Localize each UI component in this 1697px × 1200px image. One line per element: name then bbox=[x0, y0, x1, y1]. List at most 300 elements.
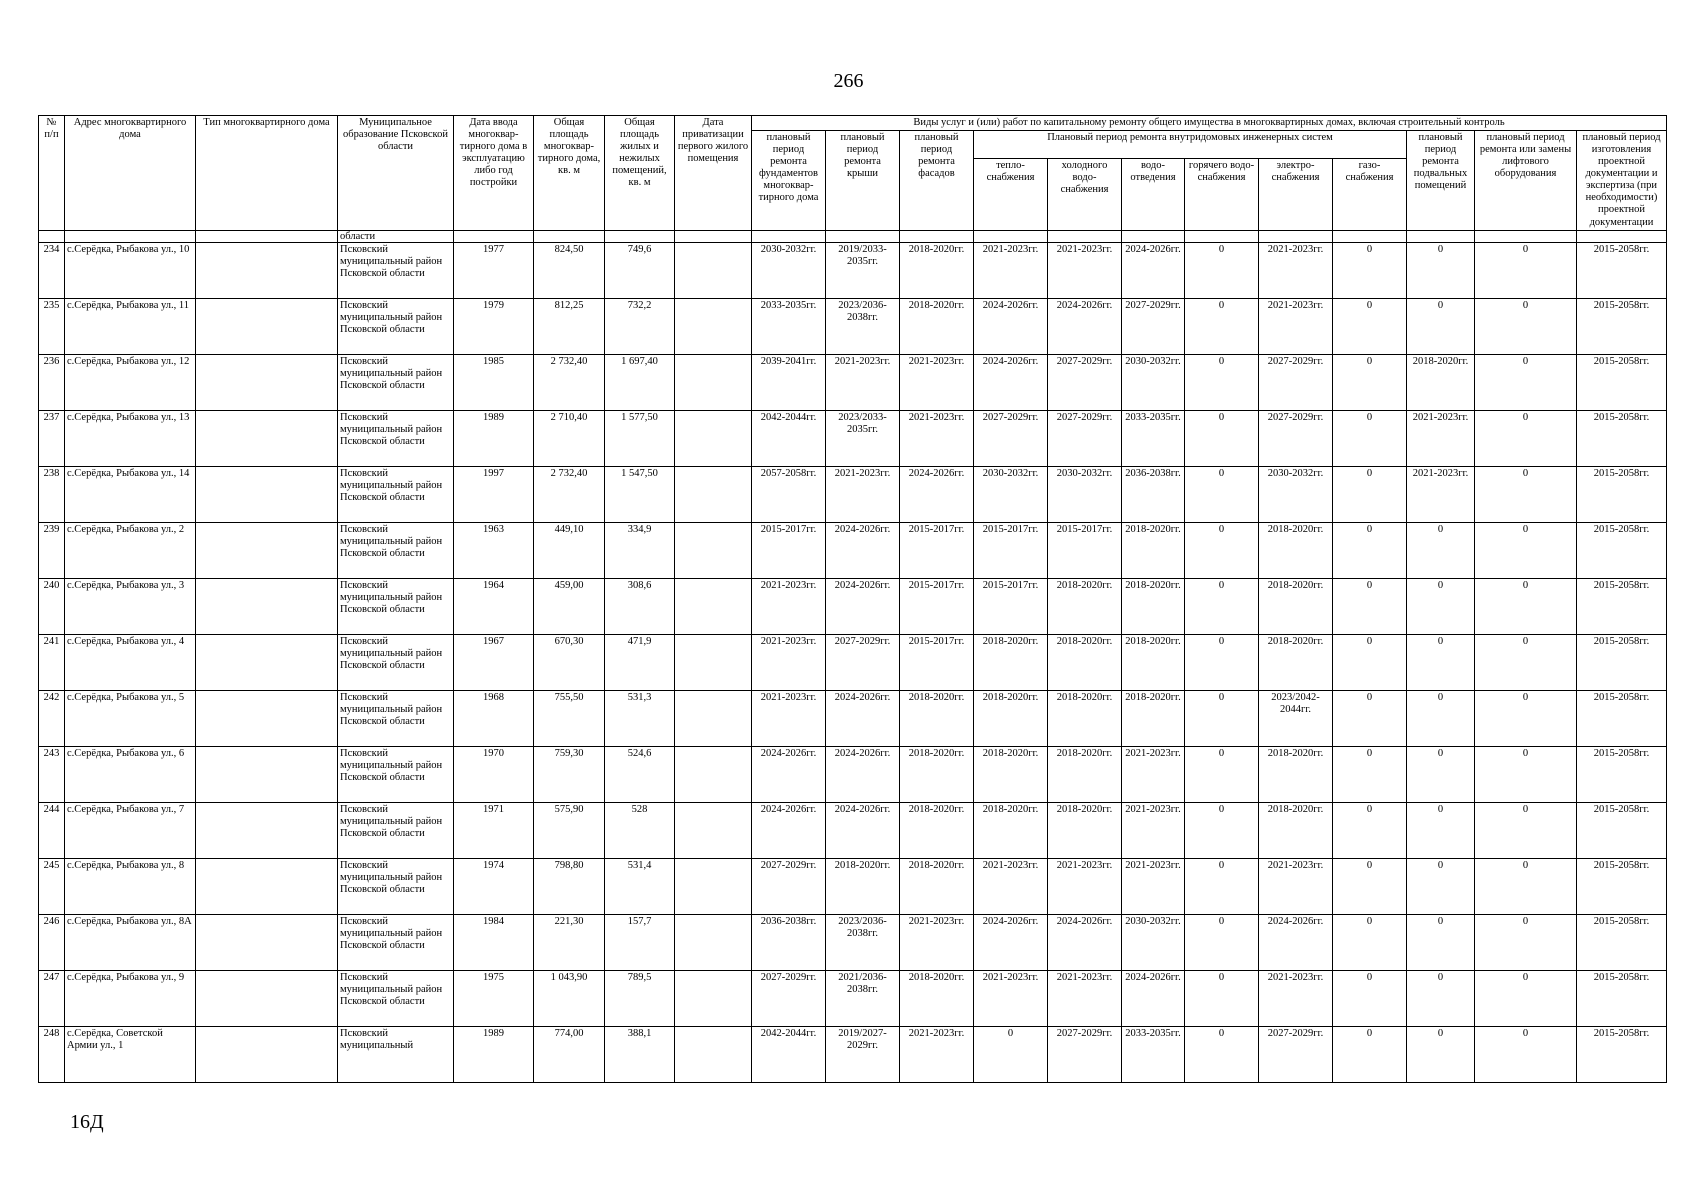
cell-living-area: 334,9 bbox=[605, 522, 675, 578]
table-row bbox=[39, 690, 1667, 746]
cell-electric: 2018-2020гг. bbox=[1259, 522, 1333, 578]
cell-elevator: 0 bbox=[1475, 354, 1577, 410]
cell-num: 245 bbox=[39, 858, 65, 914]
cell-cold-water: 2021-2023гг. bbox=[1048, 242, 1122, 298]
cell-design: 2015-2058гг. bbox=[1577, 634, 1667, 690]
cell-privatization bbox=[675, 354, 752, 410]
cell-living-area: 308,6 bbox=[605, 578, 675, 634]
cell-address: с.Серёдка, Рыбакова ул., 9 bbox=[65, 970, 196, 1026]
cell-design: 2015-2058гг. bbox=[1577, 522, 1667, 578]
cell-living-area: 524,6 bbox=[605, 746, 675, 802]
cell-date: 1974 bbox=[454, 858, 534, 914]
cell-gas: 0 bbox=[1333, 746, 1407, 802]
header-systems-group: Плановый период ремонта внутридомовых инженерных систем bbox=[974, 131, 1407, 159]
table-row bbox=[39, 242, 1667, 298]
cell-sewer: 2018-2020гг. bbox=[1122, 690, 1185, 746]
cell-hot-water: 0 bbox=[1185, 690, 1259, 746]
cell-electric: 2024-2026гг. bbox=[1259, 914, 1333, 970]
header-row-1 bbox=[39, 116, 1667, 131]
cell-gas: 0 bbox=[1333, 354, 1407, 410]
cell-basement: 0 bbox=[1407, 802, 1475, 858]
cell-foundation: 2030-2032гг. bbox=[752, 242, 826, 298]
cell-foundation: 2024-2026гг. bbox=[752, 802, 826, 858]
cell-elevator: 0 bbox=[1475, 466, 1577, 522]
cell-privatization bbox=[675, 298, 752, 354]
cell-design: 2015-2058гг. bbox=[1577, 578, 1667, 634]
cell-roof: 2027-2029гг. bbox=[826, 634, 900, 690]
cell-sewer: 2021-2023гг. bbox=[1122, 746, 1185, 802]
cell-living-area: 789,5 bbox=[605, 970, 675, 1026]
cell-basement: 0 bbox=[1407, 858, 1475, 914]
cell-facade: 2018-2020гг. bbox=[900, 690, 974, 746]
cell-date: 1985 bbox=[454, 354, 534, 410]
header-cold-water: холодного водо-снабжения bbox=[1048, 158, 1122, 230]
cell-heat: 2015-2017гг. bbox=[974, 522, 1048, 578]
cell-elevator: 0 bbox=[1475, 578, 1577, 634]
cell-foundation: 2021-2023гг. bbox=[752, 690, 826, 746]
cell-heat: 2021-2023гг. bbox=[974, 242, 1048, 298]
cell-electric: 2021-2023гг. bbox=[1259, 242, 1333, 298]
cell-facade: 2018-2020гг. bbox=[900, 298, 974, 354]
cell-gas: 0 bbox=[1333, 578, 1407, 634]
cell-facade: 2024-2026гг. bbox=[900, 466, 974, 522]
cell-electric: 2027-2029гг. bbox=[1259, 410, 1333, 466]
cell-roof: 2018-2020гг. bbox=[826, 858, 900, 914]
cell-privatization bbox=[675, 746, 752, 802]
cell-address: с.Серёдка, Рыбакова ул., 8 bbox=[65, 858, 196, 914]
cell-elevator: 0 bbox=[1475, 746, 1577, 802]
cell-gas: 0 bbox=[1333, 242, 1407, 298]
cell-num: 236 bbox=[39, 354, 65, 410]
cell-gas: 0 bbox=[1333, 410, 1407, 466]
cell-cold-water: 2027-2029гг. bbox=[1048, 410, 1122, 466]
cell-electric: 2018-2020гг. bbox=[1259, 802, 1333, 858]
cell-cold-water: 2018-2020гг. bbox=[1048, 802, 1122, 858]
header-hot-water: горячего водо-снабжения bbox=[1185, 158, 1259, 230]
cell-municipality: Псковский муниципальный район Псковской области bbox=[338, 354, 454, 410]
cell-date: 1989 bbox=[454, 410, 534, 466]
cell-roof: 2024-2026гг. bbox=[826, 690, 900, 746]
cell-cold-water: 2018-2020гг. bbox=[1048, 690, 1122, 746]
cell-num: 248 bbox=[39, 1026, 65, 1082]
cell-num: 243 bbox=[39, 746, 65, 802]
cell-basement: 0 bbox=[1407, 1026, 1475, 1082]
cell-basement: 0 bbox=[1407, 690, 1475, 746]
cell-sewer: 2018-2020гг. bbox=[1122, 578, 1185, 634]
cell-municipality: Псковский муниципальный район Псковской области bbox=[338, 690, 454, 746]
header-date-input: Дата ввода многоквар-тирного дома в эксплуатацию либо год постройки bbox=[454, 116, 534, 231]
cell-type bbox=[196, 522, 338, 578]
cell-basement: 0 bbox=[1407, 970, 1475, 1026]
cell-cold-water: 2015-2017гг. bbox=[1048, 522, 1122, 578]
cell-facade: 2021-2023гг. bbox=[900, 410, 974, 466]
cell-electric: 2021-2023гг. bbox=[1259, 858, 1333, 914]
cell-total-area: 221,30 bbox=[534, 914, 605, 970]
cell-municipality: Псковский муниципальный район Псковской области bbox=[338, 634, 454, 690]
cell-date: 1967 bbox=[454, 634, 534, 690]
cell-address: с.Серёдка, Рыбакова ул., 4 bbox=[65, 634, 196, 690]
cell-elevator: 0 bbox=[1475, 298, 1577, 354]
cell-electric: 2027-2029гг. bbox=[1259, 1026, 1333, 1082]
cell-electric: 2018-2020гг. bbox=[1259, 634, 1333, 690]
cell-foundation: 2015-2017гг. bbox=[752, 522, 826, 578]
cell-address: с.Серёдка, Рыбакова ул., 3 bbox=[65, 578, 196, 634]
cell-address: с.Серёдка, Рыбакова ул., 14 bbox=[65, 466, 196, 522]
cell-design: 2015-2058гг. bbox=[1577, 970, 1667, 1026]
cell-total-area: 798,80 bbox=[534, 858, 605, 914]
cell-foundation: 2042-2044гг. bbox=[752, 410, 826, 466]
cell-date: 1997 bbox=[454, 466, 534, 522]
table-row bbox=[39, 634, 1667, 690]
cell-gas: 0 bbox=[1333, 298, 1407, 354]
header-facade: плановый период ремонта фасадов bbox=[900, 131, 974, 231]
cell-sewer: 2033-2035гг. bbox=[1122, 1026, 1185, 1082]
header-type: Тип многоквартирного дома bbox=[196, 116, 338, 231]
table-row bbox=[39, 578, 1667, 634]
cell-roof: 2021-2023гг. bbox=[826, 354, 900, 410]
cell-basement: 0 bbox=[1407, 578, 1475, 634]
cell-electric: 2021-2023гг. bbox=[1259, 298, 1333, 354]
cell-address: с.Серёдка, Рыбакова ул., 2 bbox=[65, 522, 196, 578]
cell-hot-water: 0 bbox=[1185, 970, 1259, 1026]
cell-type bbox=[196, 914, 338, 970]
cell-municipality: Псковский муниципальный bbox=[338, 1026, 454, 1082]
cell-address: с.Серёдка, Рыбакова ул., 10 bbox=[65, 242, 196, 298]
cell-total-area: 459,00 bbox=[534, 578, 605, 634]
cell-foundation: 2033-2035гг. bbox=[752, 298, 826, 354]
cell-privatization bbox=[675, 1026, 752, 1082]
cell-heat: 2018-2020гг. bbox=[974, 802, 1048, 858]
cell-total-area: 575,90 bbox=[534, 802, 605, 858]
cell-living-area: 388,1 bbox=[605, 1026, 675, 1082]
cell-elevator: 0 bbox=[1475, 242, 1577, 298]
cell-hot-water: 0 bbox=[1185, 242, 1259, 298]
cell-heat: 2024-2026гг. bbox=[974, 354, 1048, 410]
cell-date: 1977 bbox=[454, 242, 534, 298]
cell-sewer: 2018-2020гг. bbox=[1122, 522, 1185, 578]
table-row bbox=[39, 410, 1667, 466]
cell-municipality: Псковский муниципальный район Псковской области bbox=[338, 802, 454, 858]
cell-municipality: Псковский муниципальный район Псковской области bbox=[338, 298, 454, 354]
cell-design: 2015-2058гг. bbox=[1577, 354, 1667, 410]
cell-total-area: 774,00 bbox=[534, 1026, 605, 1082]
cell-type bbox=[196, 466, 338, 522]
cell-heat: 2024-2026гг. bbox=[974, 298, 1048, 354]
cell-cold-water: 2021-2023гг. bbox=[1048, 970, 1122, 1026]
header-total-area: Общая площадь многоквар-тирного дома, кв. м bbox=[534, 116, 605, 231]
cell-elevator: 0 bbox=[1475, 802, 1577, 858]
cell-municipality: Псковский муниципальный район Псковской области bbox=[338, 858, 454, 914]
cell-date: 1971 bbox=[454, 802, 534, 858]
cell-type bbox=[196, 410, 338, 466]
cell-total-area: 2 710,40 bbox=[534, 410, 605, 466]
cell-facade: 2021-2023гг. bbox=[900, 1026, 974, 1082]
cell-heat: 2021-2023гг. bbox=[974, 858, 1048, 914]
cell-elevator: 0 bbox=[1475, 1026, 1577, 1082]
cell-elevator: 0 bbox=[1475, 634, 1577, 690]
cell-cold-water: 2027-2029гг. bbox=[1048, 354, 1122, 410]
cell-num: 247 bbox=[39, 970, 65, 1026]
cell-gas: 0 bbox=[1333, 802, 1407, 858]
cell-design: 2015-2058гг. bbox=[1577, 914, 1667, 970]
cell-address: с.Серёдка, Рыбакова ул., 8А bbox=[65, 914, 196, 970]
cell-num: 241 bbox=[39, 634, 65, 690]
cell-num: 244 bbox=[39, 802, 65, 858]
cell-roof: 2019/2033-2035гг. bbox=[826, 242, 900, 298]
cell-type bbox=[196, 354, 338, 410]
cell-cold-water: 2027-2029гг. bbox=[1048, 1026, 1122, 1082]
cell-type bbox=[196, 298, 338, 354]
cell-living-area: 749,6 bbox=[605, 242, 675, 298]
cell-type bbox=[196, 634, 338, 690]
cell-num: 234 bbox=[39, 242, 65, 298]
cell-hot-water: 0 bbox=[1185, 466, 1259, 522]
cell-num: 239 bbox=[39, 522, 65, 578]
cell-gas: 0 bbox=[1333, 970, 1407, 1026]
cell-foundation: 2057-2058гг. bbox=[752, 466, 826, 522]
cell-facade: 2015-2017гг. bbox=[900, 578, 974, 634]
cell-hot-water: 0 bbox=[1185, 858, 1259, 914]
cell-gas: 0 bbox=[1333, 914, 1407, 970]
cell-address: с.Серёдка, Советской Армии ул., 1 bbox=[65, 1026, 196, 1082]
cell-gas: 0 bbox=[1333, 522, 1407, 578]
cell-sewer: 2027-2029гг. bbox=[1122, 298, 1185, 354]
cell-elevator: 0 bbox=[1475, 522, 1577, 578]
cell-electric: 2018-2020гг. bbox=[1259, 746, 1333, 802]
cell-gas: 0 bbox=[1333, 466, 1407, 522]
cell-heat: 2027-2029гг. bbox=[974, 410, 1048, 466]
cell-municipality: Псковский муниципальный район Псковской области bbox=[338, 242, 454, 298]
table-row bbox=[39, 354, 1667, 410]
cell-design: 2015-2058гг. bbox=[1577, 410, 1667, 466]
cell-address: с.Серёдка, Рыбакова ул., 13 bbox=[65, 410, 196, 466]
header-electric: электро-снабжения bbox=[1259, 158, 1333, 230]
header-roof: плановый период ремонта крыши bbox=[826, 131, 900, 231]
cell-living-area: 1 697,40 bbox=[605, 354, 675, 410]
cell-roof: 2019/2027-2029гг. bbox=[826, 1026, 900, 1082]
header-basement: плановый период ремонта подвальных помещений bbox=[1407, 131, 1475, 231]
table-row bbox=[39, 970, 1667, 1026]
cell-total-area: 824,50 bbox=[534, 242, 605, 298]
cell-date: 1963 bbox=[454, 522, 534, 578]
cell-facade: 2021-2023гг. bbox=[900, 354, 974, 410]
cell-design: 2015-2058гг. bbox=[1577, 690, 1667, 746]
table-row bbox=[39, 858, 1667, 914]
cell-total-area: 2 732,40 bbox=[534, 466, 605, 522]
cell-address: с.Серёдка, Рыбакова ул., 6 bbox=[65, 746, 196, 802]
cell-design: 2015-2058гг. bbox=[1577, 298, 1667, 354]
cell-living-area: 732,2 bbox=[605, 298, 675, 354]
header-municipality: Муниципальное образование Псковской области bbox=[338, 116, 454, 231]
cell-roof: 2024-2026гг. bbox=[826, 522, 900, 578]
cell-roof: 2024-2026гг. bbox=[826, 578, 900, 634]
cell-privatization bbox=[675, 970, 752, 1026]
cell-foundation: 2027-2029гг. bbox=[752, 970, 826, 1026]
cell-hot-water: 0 bbox=[1185, 634, 1259, 690]
cell-living-area: 531,4 bbox=[605, 858, 675, 914]
cell-privatization bbox=[675, 522, 752, 578]
cell-type bbox=[196, 690, 338, 746]
cell-design: 2015-2058гг. bbox=[1577, 466, 1667, 522]
cell-hot-water: 0 bbox=[1185, 914, 1259, 970]
cell-sewer: 2018-2020гг. bbox=[1122, 634, 1185, 690]
cell-municipality: Псковский муниципальный район Псковской области bbox=[338, 970, 454, 1026]
cell-facade: 2018-2020гг. bbox=[900, 746, 974, 802]
cell-num: 240 bbox=[39, 578, 65, 634]
cell-basement: 2021-2023гг. bbox=[1407, 466, 1475, 522]
cell-basement: 0 bbox=[1407, 298, 1475, 354]
cell-hot-water: 0 bbox=[1185, 746, 1259, 802]
cell-privatization bbox=[675, 802, 752, 858]
cell-living-area: 528 bbox=[605, 802, 675, 858]
cell-municipality: Псковский муниципальный район Псковской области bbox=[338, 578, 454, 634]
cell-roof: 2021-2023гг. bbox=[826, 466, 900, 522]
cell-date: 1975 bbox=[454, 970, 534, 1026]
cell-living-area: 157,7 bbox=[605, 914, 675, 970]
cell-cold-water: 2018-2020гг. bbox=[1048, 578, 1122, 634]
cell-design: 2015-2058гг. bbox=[1577, 858, 1667, 914]
cell-elevator: 0 bbox=[1475, 858, 1577, 914]
cell-heat: 0 bbox=[974, 1026, 1048, 1082]
header-foundation: плановый период ремонта фундаментов многоквар-тирного дома bbox=[752, 131, 826, 231]
cell-total-area: 670,30 bbox=[534, 634, 605, 690]
header-address: Адрес многоквартирного дома bbox=[65, 116, 196, 231]
cell-facade: 2015-2017гг. bbox=[900, 522, 974, 578]
cell-municipality: Псковский муниципальный район Псковской области bbox=[338, 466, 454, 522]
cell-sewer: 2030-2032гг. bbox=[1122, 914, 1185, 970]
cell-gas: 0 bbox=[1333, 1026, 1407, 1082]
cell-num: 246 bbox=[39, 914, 65, 970]
cell-facade: 2018-2020гг. bbox=[900, 242, 974, 298]
cell-roof: 2023/2036-2038гг. bbox=[826, 914, 900, 970]
cell-living-area: 531,3 bbox=[605, 690, 675, 746]
cell-elevator: 0 bbox=[1475, 914, 1577, 970]
table-row bbox=[39, 466, 1667, 522]
cell-cold-water: 2024-2026гг. bbox=[1048, 298, 1122, 354]
header-num: № п/п bbox=[39, 116, 65, 231]
cell-foundation: 2021-2023гг. bbox=[752, 634, 826, 690]
cell-elevator: 0 bbox=[1475, 690, 1577, 746]
cell-privatization bbox=[675, 634, 752, 690]
cell-heat: 2021-2023гг. bbox=[974, 970, 1048, 1026]
cell-cold-water: 2030-2032гг. bbox=[1048, 466, 1122, 522]
capital-repair-table bbox=[38, 115, 1667, 1083]
cell-heat: 2024-2026гг. bbox=[974, 914, 1048, 970]
cell-basement: 2021-2023гг. bbox=[1407, 410, 1475, 466]
cell-type bbox=[196, 802, 338, 858]
cell-sewer: 2030-2032гг. bbox=[1122, 354, 1185, 410]
cell-date: 1989 bbox=[454, 1026, 534, 1082]
cell-heat: 2018-2020гг. bbox=[974, 634, 1048, 690]
cell-type bbox=[196, 578, 338, 634]
table-row bbox=[39, 298, 1667, 354]
cell-cold-water: 2018-2020гг. bbox=[1048, 634, 1122, 690]
cell-num: 238 bbox=[39, 466, 65, 522]
cell-elevator: 0 bbox=[1475, 970, 1577, 1026]
header-living-area: Общая площадь жилых и нежилых помещений, кв. м bbox=[605, 116, 675, 231]
cell-roof: 2023/2036-2038гг. bbox=[826, 298, 900, 354]
cell-hot-water: 0 bbox=[1185, 578, 1259, 634]
cell-facade: 2018-2020гг. bbox=[900, 802, 974, 858]
cell-municipality: Псковский муниципальный район Псковской области bbox=[338, 410, 454, 466]
cell-date: 1984 bbox=[454, 914, 534, 970]
cell-design: 2015-2058гг. bbox=[1577, 802, 1667, 858]
cell-foundation: 2036-2038гг. bbox=[752, 914, 826, 970]
cell-sewer: 2021-2023гг. bbox=[1122, 858, 1185, 914]
cell-privatization bbox=[675, 578, 752, 634]
cell-basement: 0 bbox=[1407, 522, 1475, 578]
header-services-group: Виды услуг и (или) работ по капитальному ремонту общего имущества в многоквартирных домах, включая строительный контроль bbox=[752, 116, 1667, 131]
table-row bbox=[39, 746, 1667, 802]
cell-heat: 2018-2020гг. bbox=[974, 746, 1048, 802]
cell-date: 1970 bbox=[454, 746, 534, 802]
cell-foundation: 2024-2026гг. bbox=[752, 746, 826, 802]
cell-num: 235 bbox=[39, 298, 65, 354]
cell-foundation: 2042-2044гг. bbox=[752, 1026, 826, 1082]
cell-basement: 0 bbox=[1407, 242, 1475, 298]
cell-num: 237 bbox=[39, 410, 65, 466]
cell-num: 242 bbox=[39, 690, 65, 746]
cell-sewer: 2021-2023гг. bbox=[1122, 802, 1185, 858]
cell-heat: 2015-2017гг. bbox=[974, 578, 1048, 634]
cell-total-area: 449,10 bbox=[534, 522, 605, 578]
cell-hot-water: 0 bbox=[1185, 1026, 1259, 1082]
cell-cold-water: 2018-2020гг. bbox=[1048, 746, 1122, 802]
cell-hot-water: 0 bbox=[1185, 298, 1259, 354]
cell-elevator: 0 bbox=[1475, 410, 1577, 466]
cell-basement: 0 bbox=[1407, 634, 1475, 690]
cell-living-area: 1 547,50 bbox=[605, 466, 675, 522]
cell-privatization bbox=[675, 858, 752, 914]
cell-address: с.Серёдка, Рыбакова ул., 7 bbox=[65, 802, 196, 858]
cell-date: 1964 bbox=[454, 578, 534, 634]
cell-date: 1968 bbox=[454, 690, 534, 746]
cell-facade: 2018-2020гг. bbox=[900, 858, 974, 914]
cell-type bbox=[196, 242, 338, 298]
cell-privatization bbox=[675, 690, 752, 746]
cell-roof: 2021/2036-2038гг. bbox=[826, 970, 900, 1026]
cell-heat: 2030-2032гг. bbox=[974, 466, 1048, 522]
cell-living-area: 1 577,50 bbox=[605, 410, 675, 466]
cell-design: 2015-2058гг. bbox=[1577, 242, 1667, 298]
header-gas: газо-снабжения bbox=[1333, 158, 1407, 230]
cell-electric: 2030-2032гг. bbox=[1259, 466, 1333, 522]
cell-design: 2015-2058гг. bbox=[1577, 746, 1667, 802]
cell-basement: 0 bbox=[1407, 914, 1475, 970]
header-elevator: плановый период ремонта или замены лифтового оборудования bbox=[1475, 131, 1577, 231]
cell-hot-water: 0 bbox=[1185, 802, 1259, 858]
cell-type bbox=[196, 1026, 338, 1082]
cell-gas: 0 bbox=[1333, 858, 1407, 914]
cell-total-area: 755,50 bbox=[534, 690, 605, 746]
cell-cold-water: 2021-2023гг. bbox=[1048, 858, 1122, 914]
cell-sewer: 2024-2026гг. bbox=[1122, 970, 1185, 1026]
cell-electric: 2023/2042-2044гг. bbox=[1259, 690, 1333, 746]
cell-sewer: 2033-2035гг. bbox=[1122, 410, 1185, 466]
table-row bbox=[39, 1026, 1667, 1082]
continuation-text: области bbox=[338, 230, 454, 242]
header-sewer: водо-отведения bbox=[1122, 158, 1185, 230]
cell-cold-water: 2024-2026гг. bbox=[1048, 914, 1122, 970]
cell-date: 1979 bbox=[454, 298, 534, 354]
cell-total-area: 2 732,40 bbox=[534, 354, 605, 410]
cell-sewer: 2036-2038гг. bbox=[1122, 466, 1185, 522]
cell-roof: 2024-2026гг. bbox=[826, 802, 900, 858]
cell-facade: 2015-2017гг. bbox=[900, 634, 974, 690]
cell-address: с.Серёдка, Рыбакова ул., 11 bbox=[65, 298, 196, 354]
header-privatization: Дата приватизации первого жилого помещения bbox=[675, 116, 752, 231]
cell-foundation: 2039-2041гг. bbox=[752, 354, 826, 410]
